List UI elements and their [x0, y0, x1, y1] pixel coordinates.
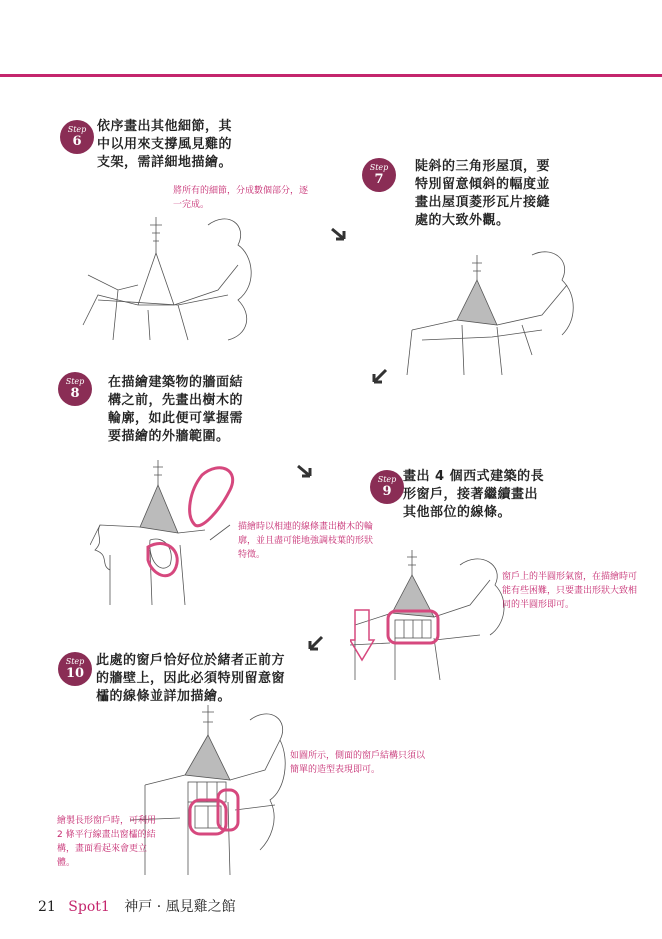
- step-number: 8: [70, 386, 80, 401]
- arrow-9-to-10-icon: [306, 633, 326, 653]
- step-word: Step: [369, 163, 389, 172]
- step-6-badge: [60, 120, 94, 154]
- step-8-text: 在描繪建築物的牆面結構之前，先畫出樹木的輪廓，如此便可掌握需要描繪的外牆範圍。: [108, 375, 244, 444]
- step-9-sketch: [350, 545, 515, 685]
- arrow-8-to-9-icon: [296, 462, 316, 482]
- header-rule: [0, 74, 662, 77]
- step-10-badge: [58, 652, 92, 686]
- arrow-6-to-7-icon: [330, 225, 350, 245]
- step-10-text: 此處的窗戶恰好位於緒者正前方的牆壁上，因此必須特別留意窗櫺的線條並詳加描繪。: [96, 653, 286, 704]
- step-6-sketch: [78, 205, 283, 345]
- step-number: 10: [65, 666, 85, 681]
- step-6-text: 依序畫出其他細節，其中以用來支撐風見雞的支架，需詳細地描繪。: [97, 119, 233, 170]
- place-name: 神戸 · 風見雞之館: [124, 899, 236, 915]
- step-number: 6: [72, 134, 82, 149]
- step-7-text: 陡斜的三角形屋頂，要特別留意傾斜的幅度並畫出屋頂菱形瓦片接縫處的大致外觀。: [415, 159, 551, 228]
- step-7-badge: [362, 158, 396, 192]
- step-number: 7: [374, 172, 384, 187]
- step-8-sketch: [90, 455, 250, 610]
- step-8-note: 描繪時以相連的線條畫出樹木的輪廓，並且盡可能地強調枝葉的形狀特徵。: [238, 522, 374, 560]
- step-word: Step: [65, 657, 85, 666]
- step-10-note-side: 如圖所示，側面的窗戶結構只須以簡單的造型表現即可。: [290, 751, 426, 775]
- step-10-note-window: 繪製長形窗戶時，可利用 2 條平行線畫出窗櫺的結構，畫面看起來會更立體。: [57, 816, 157, 868]
- step-word: Step: [67, 125, 87, 134]
- step-word: Step: [65, 377, 85, 386]
- step-9-badge: [370, 470, 404, 504]
- step-number: 9: [382, 484, 392, 499]
- spot-label: Spot1: [68, 899, 110, 915]
- page-footer: [38, 896, 236, 916]
- arrow-7-to-8-icon: [370, 366, 390, 386]
- step-9-note: 窗戶上的半圓形氣窗，在描繪時可能有些困難，只要畫出形狀大致相同的半圓形即可。: [502, 572, 638, 610]
- page-number: 21: [38, 899, 56, 915]
- step-6-note: 將所有的細節，分成數個部分，逐一完成。: [173, 186, 309, 210]
- step-word: Step: [377, 475, 397, 484]
- step-8-badge: [58, 372, 92, 406]
- step-9-text: 畫出 4 個西式建築的長形窗戶，接著繼續畫出其他部位的線條。: [403, 469, 545, 520]
- step-7-sketch: [402, 245, 582, 380]
